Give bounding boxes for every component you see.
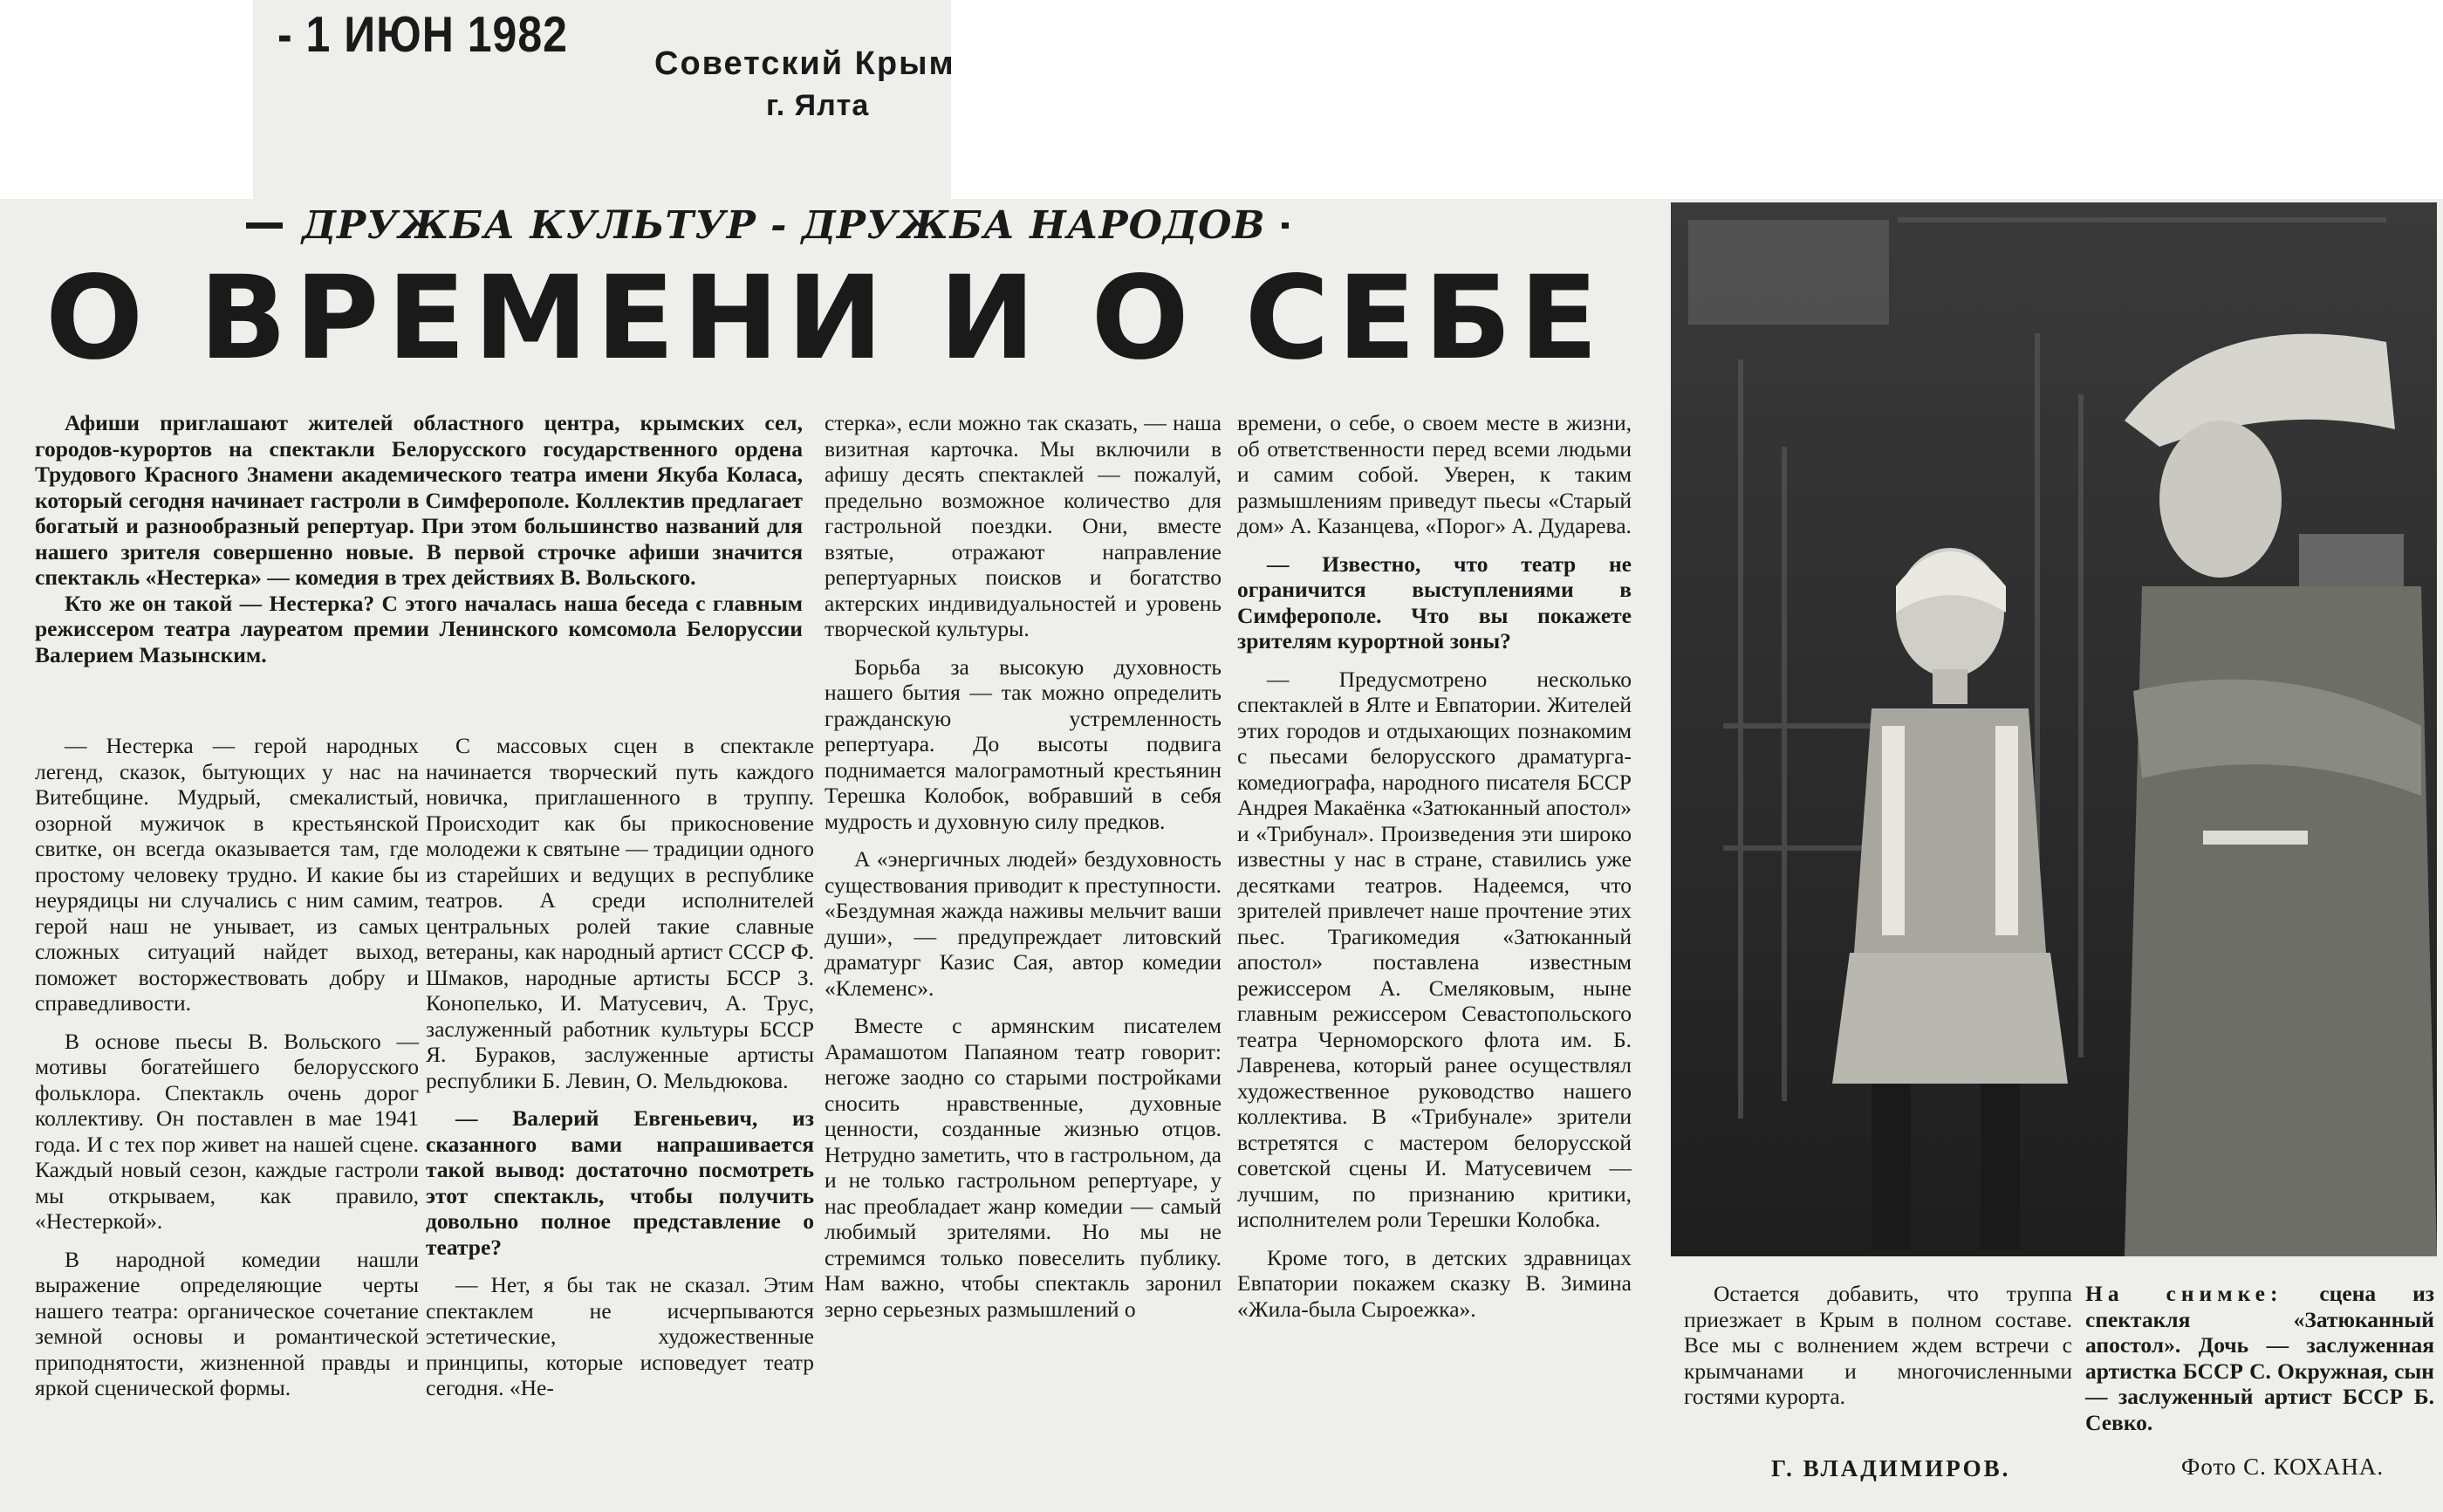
newspaper-city: г. Ялта [766, 89, 870, 122]
article-photo [1671, 202, 2437, 1256]
newspaper-name: Советский Крым [654, 45, 955, 82]
interview-question: — Известно, что театр не ограничится выступлениями в Симферополе. Что вы покажете зрителям курортной зоны? [1237, 551, 1632, 653]
article-column-5 [1684, 1281, 2072, 1410]
paragraph: — Нестерка — герой народных легенд, сказок, бытующих у нас на Витебщине. Мудрый, смекалистый, озорной мужичок в крестьянской свитке, он всегда оказывается там, где простому человеку трудно. И какие бы неурядицы ни случались с ним самим, герой наш не унывает, из самых сложных ситуаций найдет выход, поможет восторжествовать добру и справедливости. [35, 733, 419, 1016]
rubric [246, 199, 1289, 251]
photo-caption [2085, 1281, 2434, 1435]
interview-question: — Валерий Евгеньевич, из сказанного вами напрашивается такой вывод: достаточно посмотреть этот спектакль, чтобы получить довольно полное представление о театре? [426, 1105, 814, 1260]
rubric-text: ДРУЖБА КУЛЬТУР - ДРУЖБА НАРОДОВ [301, 202, 1266, 248]
lead-paragraph: Афиши приглашают жителей областного центра, крымских сел, городов-курортов на спектакли Белорусского государственного ордена Трудового Красного Знамени академического театра имени Якуба Коласа, который сегодня начинает гастроли в Симферополе. Коллектив предлагает богатый и разнообразный репертуар. При этом большинство названий для нашего зрителя совершенно новые. В первой строчке афиши значится спектакль «Нестерка» — комедия в трех действиях В. Вольского. [35, 410, 803, 590]
photo-credit: Фото С. КОХАНА. [2181, 1454, 2385, 1480]
paragraph: В основе пьесы В. Вольского — мотивы богатейшего белорусского фольклора. Спектакль очень дорог коллективу. Он поставлен в мае 1941 года. И с тех пор живет на нашей сцене. Каждый новый сезон, каждые гастроли мы открываем, как правило, «Нестеркой». [35, 1028, 419, 1234]
article-column-4 [1237, 410, 1632, 1334]
stage-scene-illustration [1671, 202, 2437, 1256]
paragraph: Остается добавить, что труппа приезжает в Крым в полном составе. Все мы с волнением ждем встречи с крымчанами и многочисленными гостями курорта. [1684, 1281, 2072, 1409]
caption-lead: На снимке: [2085, 1281, 2283, 1306]
rubric-rule-right [1282, 222, 1289, 229]
paragraph: — Нет, я бы так не сказал. Этим спектаклем не исчерпываются эстетические, художественные принципы, которые исповедует театр сегодня. «Не- [426, 1272, 814, 1400]
paragraph: времени, о себе, о своем месте в жизни, об ответственности перед всеми людьми и самим собой. Уверен, к таким размышлениям приведут пьесы «Старый дом» А. Казанцева, «Порог» А. Дударева. [1237, 410, 1632, 538]
article-author: Г. ВЛАДИМИРОВ. [1771, 1455, 2011, 1481]
article-column-1 [35, 733, 419, 1413]
paragraph: Кроме того, в детских здравницах Евпатории покажем сказку В. Зимина «Жила-была Сыроежка». [1237, 1244, 1632, 1322]
paragraph: Борьба за высокую духовность нашего бытия — так можно определить гражданскую устремленность репертуара. До высоты подвига поднимается малограмотный крестьянин Терешка Колобок, вобравший в себя мудрость и духовную силу предков. [825, 653, 1222, 834]
article-column-2 [426, 733, 814, 1413]
article-headline: О ВРЕМЕНИ И О СЕБЕ [45, 251, 1606, 386]
paragraph: А «энергичных людей» бездуховность существования приводит к преступности. «Бездумная жажда наживы мельчит ваши души», — предупреждает литовский драматург Казис Сая, автор комедии «Клеменс». [825, 846, 1222, 1001]
article-column-3 [825, 410, 1222, 1334]
clipping-date: - 1 ИЮН 1982 [277, 6, 568, 63]
article-lead [35, 410, 803, 667]
paragraph: В народной комедии нашли выражение определяющие черты нашего театра: органическое сочетание земной основы и романтической приподнятости, жизненной правды и яркой сценической формы. [35, 1246, 419, 1400]
paragraph: — Предусмотрено несколько спектаклей в Ялте и Евпатории. Жителей этих городов и отдыхающих познакомим с пьесами белорусского драматурга-комедиографа, народного писателя БССР Андрея Макаёнка «Затюканный апостол» и «Трибунал». Произведения эти широко известны у нас в стране, ставились уже десятками театров. Надеемся, что зрителей привлечет наше прочтение этих пьес. Трагикомедия «Затюканный апостол» поставлена известным режиссером А. Смеляковым, ныне главным режиссером Севастопольского театра Черноморского флота им. Б. Лавренева, который ранее осуществлял художественное руководство нашего коллектива. В «Трибунале» зрители встретятся с мастером белорусской советской сцены И. Матусевичем — лучшим, по признанию критики, исполнителем роли Терешки Колобка. [1237, 666, 1632, 1232]
paragraph: Вместе с армянским писателем Арамашотом Папаяном театр говорит: негоже заодно со старыми постройками сносить нравственные, духовные ценности, созданные жизнью отцов. Нетрудно заметить, что в гастрольном, да и не только гастрольном репертуаре, у нас преобладает жанр комедии — самый любимый зрителями. Но мы не стремимся только повеселить публику. Нам важно, чтобы спектакль заронил зерно серьезных размышлений о [825, 1013, 1222, 1322]
lead-paragraph: Кто же он такой — Нестерка? С этого началась наша беседа с главным режиссером театра лауреатом премии Ленинского комсомола Белоруссии Валерием Мазынским. [35, 590, 803, 667]
paragraph: С массовых сцен в спектакле начинается творческий путь каждого новичка, приглашенного в труппу. Происходит как бы прикосновение молодежи к святыне — традиции одного из старейших и ведущих в республике театров. А среди исполнителей центральных ролей такие славные ветераны, как народный артист СССР Ф. Шмаков, народные артисты БССР З. Конопелько, И. Матусевич, А. Трус, заслуженный работник культуры БССР Я. Бураков, заслуженные артисты республики Б. Левин, О. Мельдюкова. [426, 733, 814, 1093]
paragraph: стерка», если можно так сказать, — наша визитная карточка. Мы включили в афишу десять спектаклей — пожалуй, предельно возможное количество для гастрольной поездки. Они, вместе взятые, отражают направление репертуарных поисков и богатство актерских индивидуальностей и уровень творческой культуры. [825, 410, 1222, 641]
caption-text: сцена из спектакля «Затюканный апостол». Дочь — заслуженная артистка БССР С. Окружная, сын — заслуженный артист БССР Б. Севко. [2085, 1281, 2435, 1435]
rubric-rule-left [246, 222, 283, 229]
